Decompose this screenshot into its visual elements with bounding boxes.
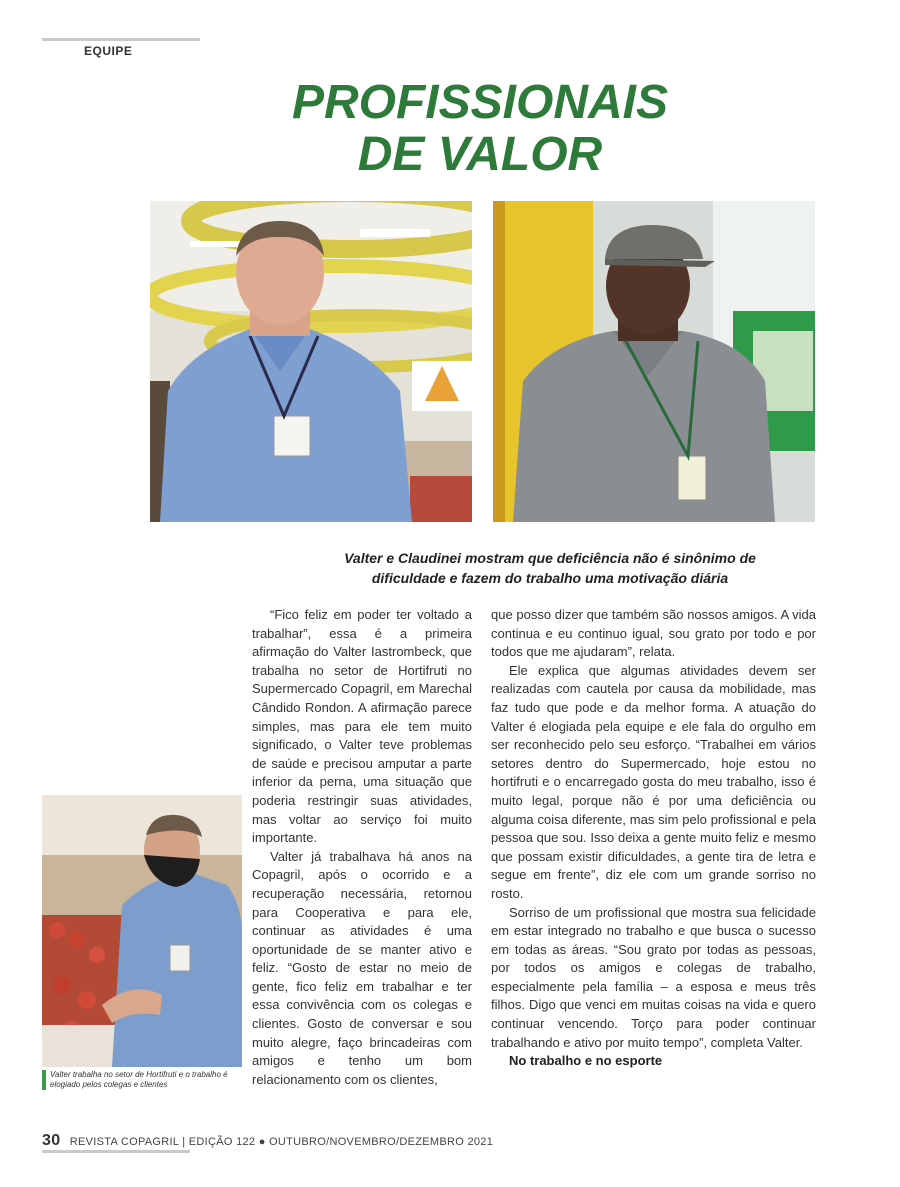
paragraph: Valter já trabalhava há anos na Copagril, após o ocorrido e a recuperação necessária, retornou para Cooperativa e para ele, continuar as atividades é uma oportunidade de se manter ativo e feliz. “Gosto de estar no meio de gente, fico feliz em trabalhar e ter essa convivência com os colegas e clientes. Gosto de conversar e sou muito alegre, faço brincadeiras com amigos e tenho um bom relacionamento com os clientes, [252, 848, 472, 1087]
photo-claudinei [493, 201, 815, 522]
article-title-line1: PROFISSIONAIS [291, 76, 669, 129]
text-column-1 [252, 606, 472, 1089]
paragraph: Sorriso de um profissional que mostra sua felicidade em estar integrado no trabalho e que busca o sucesso em todas as áreas. “Sou grato por todas as pessoas, por todos os amigos e colegas de trabalho, especialmente pela família – a esposa e meus três filhos. Digo que venci em muitas coisas na vida e quero continuar vencendo. Torço para poder continuar trabalhando e ativo por muito tempo”, completa Valter. [491, 904, 816, 1050]
article-title-line2: DE VALOR [357, 128, 603, 181]
photo-caption [240, 548, 860, 588]
photo-valter-hortifruti [42, 795, 242, 1067]
photo-valter [150, 201, 472, 522]
section-label: EQUIPE [84, 44, 133, 58]
page-footer [42, 1132, 493, 1150]
magazine-info: REVISTA COPAGRIL | EDIÇÃO 122 ● OUTUBRO/NOVEMBRO/DEZEMBRO 2021 [69, 1136, 494, 1148]
subheading: No trabalho e no esporte [509, 1053, 663, 1069]
photo-caption-line2: dificuldade e fazem do trabalho uma motivação diária [371, 570, 729, 586]
paragraph: que posso dizer que também são nossos amigos. A vida continua e eu continuo igual, sou grato por todo e por todos que me ajudaram”, relata. [491, 607, 816, 660]
photo-caption-line1: Valter e Claudinei mostram que deficiência não é sinônimo de [344, 550, 756, 566]
text-column-2 [491, 606, 816, 1071]
top-rule [42, 38, 200, 41]
small-photo-caption: Valter trabalha no setor de Hortifruti e o trabalho é elogiado pelos colegas e clientes [42, 1070, 250, 1090]
paragraph: “Fico feliz em poder ter voltado a trabalhar”, essa é a primeira afirmação do Valter Iastrombeck, que trabalha no setor de Hortifruti no Supermercado Copagril, em Marechal Cândido Rondon. A afirmação parece simples, mas para ele tem muito significado, o Valter teve problemas de saúde e precisou amputar a parte inferior da perna, uma situação que poderia restringir suas atividades, mas voltar ao serviço foi muito importante. [252, 607, 472, 846]
bottom-rule [42, 1150, 190, 1153]
paragraph: Ele explica que algumas atividades devem ser realizadas com cautela por causa da mobilidade, mas faz tudo que pode e da melhor forma. A atuação do Valter é elogiada pela equipe e ele fala do orgulho em ser reconhecido pelo seu esforço. “Trabalhei em vários setores dentro do Supermercado, hoje estou no hortifruti e o encarregado gosta do meu trabalho, isso é muito legal, porque não é por uma deficiência ou alguma coisa diferente, mas sim pelo profissional e pela pessoa que sou. Isso deixa a gente muito feliz e mesmo que possam existir dificuldades, a gente tira de letra e segue em frente”, diz ele com um grande sorriso no rosto. [491, 662, 816, 901]
page-number: 30 [42, 1132, 61, 1149]
